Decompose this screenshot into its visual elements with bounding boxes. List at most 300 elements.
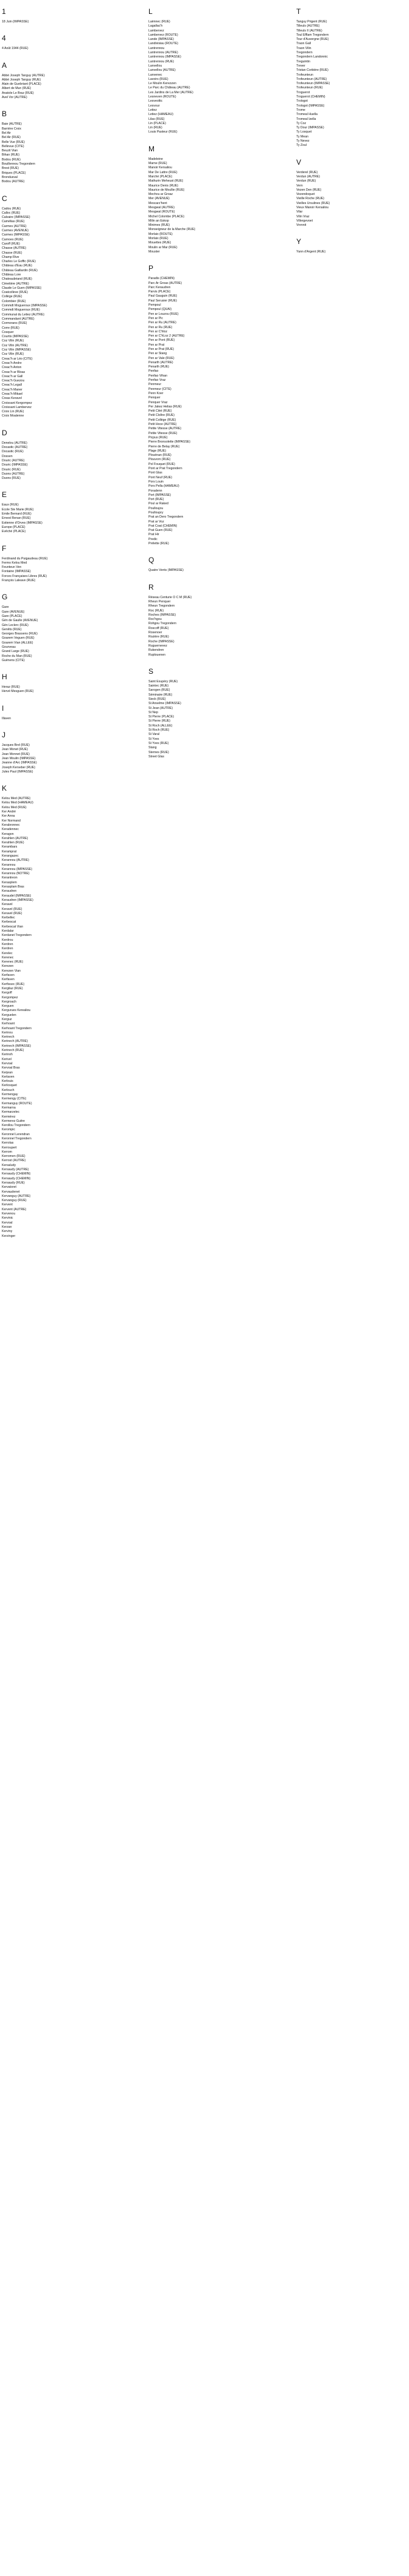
street-name: Ruguernevez	[148, 644, 167, 648]
street-name: Pont Neuf (RUE)	[148, 475, 172, 479]
street-name: Street Glas	[148, 754, 164, 759]
street-name: Kerbescat	[2, 920, 16, 924]
street-name: Prat an Dero Tregondern	[148, 515, 184, 519]
street-name: Kerivel	[2, 1057, 12, 1061]
street-name: Plouvorn (RUE)	[148, 458, 171, 462]
street-name: Poulloujou	[148, 506, 164, 510]
street-name: St Yves	[148, 737, 159, 741]
street-name: Emile Bernard (RUE)	[2, 512, 32, 516]
street-name: Kelou Med (HAMEAU)	[2, 801, 33, 805]
street-name: Kervoal Bras	[2, 1066, 20, 1070]
letter-heading: I	[2, 703, 4, 713]
street-name: Lavoirs (RUE)	[148, 77, 168, 81]
street-name: Kermérez	[2, 1115, 16, 1119]
letter-heading: A	[2, 61, 7, 70]
street-name: Pempoul (QUAI)	[148, 308, 172, 312]
street-name: Plage (RUE)	[148, 449, 167, 453]
letter-group	[296, 237, 407, 254]
street-name: Prat Coat (CHEMIN)	[148, 524, 178, 528]
street-name: St Nep	[148, 710, 158, 714]
street-list	[148, 157, 283, 255]
street-name: Kerannou (AUTRE)	[2, 858, 29, 863]
letter-heading: L	[148, 7, 153, 16]
street-name: Docastic (RUE)	[2, 450, 24, 454]
street-name: Kerviny	[2, 1230, 13, 1234]
street-name: Lambervez (ROUTE)	[148, 33, 178, 37]
street-name: Bel Air	[2, 131, 11, 135]
street-name: Cadou (RUE)	[2, 206, 21, 211]
street-name: Kerinech (AUTRE)	[2, 1039, 28, 1044]
street-name: Yann d'Argent (RUE)	[296, 250, 326, 254]
street-name: Carmes (AVENUE)	[2, 229, 29, 233]
street-name: Prat Guen (RUE)	[148, 529, 173, 533]
street-name: Trofeunteun (RUE)	[296, 86, 323, 90]
letter-heading: P	[148, 264, 154, 273]
street-name: Mouster	[148, 249, 160, 254]
street-name: Kerambars	[2, 845, 18, 849]
street-name: Prat ar Voz	[148, 519, 164, 524]
street-name: Le Parc du Château (AUTRE)	[148, 86, 190, 90]
street-name: Chateaubriand (RUE)	[2, 277, 32, 282]
street-name: Treguintin	[296, 59, 310, 64]
street-list	[2, 717, 136, 721]
street-name: Hervé Mesguen (RUE)	[2, 690, 34, 694]
street-name: Ty Mean	[296, 134, 308, 139]
street-name: Penmeur	[148, 383, 162, 387]
street-name: Bodou (RUE)	[2, 157, 21, 162]
street-list	[2, 743, 136, 774]
letter-heading: 4	[2, 34, 6, 43]
street-name: Mathurin Meheust (RUE)	[148, 179, 184, 183]
street-name: Kervatoret	[2, 1185, 16, 1190]
street-name: Roscoff (RUE)	[148, 626, 169, 630]
street-name: Creac'h ar Léo (CITE)	[2, 357, 33, 361]
street-name: Poradenn	[148, 489, 162, 493]
street-name: Saintec (RUE)	[148, 684, 169, 688]
street-name: Caroff (RUE)	[2, 242, 20, 246]
street-name: Corre (RUE)	[2, 326, 19, 330]
street-name: Heraz (RUE)	[2, 685, 20, 690]
street-name: Tromeal Huella	[296, 113, 318, 117]
street-name: Kerdrou	[2, 938, 13, 942]
street-name: Pors Louin	[148, 479, 164, 484]
street-name: Pont ar Prat Tregondern	[148, 467, 182, 471]
street-name: Mescarz'hent	[148, 201, 167, 205]
street-name: Monseigneur de la Marche (RUE)	[148, 228, 196, 232]
letter-heading: Y	[296, 237, 302, 246]
street-name: Verderel (RUE)	[296, 170, 318, 174]
street-name: Petite Vitesse (AUTRE)	[148, 427, 182, 431]
street-list	[2, 20, 136, 24]
street-name: Kerjean	[2, 1070, 13, 1075]
letter-heading: C	[2, 194, 7, 203]
street-list	[2, 74, 136, 100]
street-name: Michel Colombe (PLACE)	[148, 214, 185, 219]
street-name: Kerasplam Bras	[2, 885, 24, 889]
letter-group	[296, 7, 407, 148]
street-name: Sternes (RUE)	[148, 750, 169, 754]
street-name: Croissant Kergompez	[2, 401, 32, 405]
street-name: Saint Exupéry (RUE)	[148, 679, 178, 684]
street-name: Pors Pella (HAMEAU)	[148, 484, 179, 489]
street-name: Kerenec	[2, 955, 14, 960]
street-name: Cimetière (AUTRE)	[2, 282, 29, 286]
street-name: Keronnel Tregondern	[2, 1137, 32, 1141]
street-name: Pempoul	[148, 303, 161, 308]
street-name: Keraudel (IMPASSE)	[2, 894, 32, 898]
street-name: Bouillennou Tregondern	[2, 162, 36, 166]
street-name: Kervoal	[2, 1061, 13, 1066]
street-name: Kerdanet Tregondern	[2, 934, 32, 938]
street-name: Jules Paul (IMPASSE)	[2, 769, 33, 774]
street-name: Le Moulin Kerezzen	[148, 82, 176, 86]
street-name: Carmes (AUTRE)	[2, 224, 27, 228]
street-name: Pen ar Ru (AUTRE)	[148, 321, 176, 325]
street-name: Lambervez	[148, 28, 164, 33]
street-name: Guénens (CITE)	[2, 658, 25, 662]
street-name: Kelou Med (RUE)	[2, 805, 27, 809]
street-name: Kerenec (RUE)	[2, 960, 24, 964]
street-name: Creac'h Guezou	[2, 379, 25, 383]
street-name: Ty Dour (IMPASSE)	[296, 126, 324, 130]
street-name: Petit Collège (RUE)	[148, 418, 176, 422]
letter-heading: B	[2, 110, 7, 119]
street-name: Marne (RUE)	[148, 162, 167, 166]
street-list	[148, 680, 283, 759]
street-name: Brest (RUE)	[2, 166, 19, 171]
street-name: Tanguy Prigent (RUE)	[296, 20, 327, 24]
street-name: Kervoal	[2, 1220, 13, 1225]
street-name: Kersaludy	[2, 1163, 16, 1167]
street-name: Briques (PLACE)	[2, 171, 26, 175]
street-name: Lin (PLACE)	[148, 121, 166, 125]
street-name: St Roch (ALLEE)	[148, 723, 173, 728]
street-name: Keravel (RUE)	[2, 911, 22, 915]
street-name: Poul ar Raked	[148, 502, 168, 506]
street-name: Coz Vilin (AUTRE)	[2, 343, 28, 348]
street-name: Roche du Man (RUE)	[2, 654, 32, 658]
street-name: Trofeunteun (IMPASSE)	[296, 82, 330, 86]
street-name: Collège (RUE)	[2, 295, 22, 299]
street-name: Lesveoltic	[148, 99, 163, 104]
street-name: Lanvellou (AUTRE)	[148, 68, 176, 73]
street-name: Lesvour	[148, 104, 160, 108]
street-name: Lande (IMPASSE)	[148, 38, 174, 42]
street-name: Beuzit Vian	[2, 149, 18, 153]
street-name: Carnoes (RUE)	[2, 237, 24, 242]
street-name: Creas Keravel	[2, 397, 22, 401]
street-name: Rozière (RUE)	[148, 635, 169, 639]
street-name: St Yves (RUE)	[148, 741, 169, 745]
street-name: Château Lore	[2, 272, 21, 277]
street-name: Vezen Den (RUE)	[296, 188, 322, 192]
street-name: Rheun Tregondern	[148, 604, 175, 608]
street-name: Calvaire (IMPASSE)	[2, 216, 30, 220]
street-name: Kerroupert	[2, 1145, 17, 1150]
street-name: Kervent (AUTRE)	[2, 1207, 27, 1211]
street-name: Kerfissec (RUE)	[2, 982, 25, 986]
street-name: Carmes (IMPASSE)	[2, 233, 30, 237]
street-name: Pen ar C'hloz	[148, 329, 167, 334]
street-name: Gourveau	[2, 645, 16, 649]
street-name: Séminaire (RUE)	[148, 693, 173, 697]
street-name: Kervaudenet	[2, 1190, 20, 1194]
street-name: Paul Gauguin (RUE)	[148, 294, 178, 298]
street-name: Traon Gall	[296, 42, 311, 46]
street-name: Anatole Le Braz (RUE)	[2, 91, 34, 95]
street-name: Baie (AUTRE)	[2, 122, 22, 127]
street-name: Kerrom	[2, 1150, 13, 1154]
street-name: Camélias (RUE)	[2, 220, 25, 224]
street-name: Verdun (RUE)	[296, 179, 316, 183]
street-name: Vilin Vraz	[296, 214, 310, 219]
street-name: Ty Zoul	[296, 143, 307, 148]
street-name: Eaux (RUE)	[2, 503, 19, 507]
street-name: Tristan Corbière (RUE)	[296, 68, 328, 73]
street-name: Denelou (AUTRE)	[2, 441, 27, 445]
street-name: Sarogen (RUE)	[148, 688, 170, 693]
street-name: Mechou ar Groaz	[148, 193, 173, 197]
street-name: Kerbellec	[2, 916, 15, 920]
street-name: Rheun Penquer	[148, 599, 171, 604]
street-name: Port (IMPASSE)	[148, 493, 171, 497]
street-name: Petit Cléé (RUE)	[148, 409, 172, 413]
street-name: Maurice Denis (RUE)	[148, 183, 179, 188]
street-name: Ferdinand du Puigaudeau (RUE)	[2, 556, 48, 561]
letter-heading: Q	[148, 556, 155, 565]
street-name: Troguerot (CHEMIN)	[296, 95, 325, 99]
letter-heading: F	[2, 544, 7, 553]
letter-heading: H	[2, 673, 7, 682]
street-name: Kerangazec	[2, 854, 19, 858]
street-name: St Jean (AUTRE)	[148, 706, 173, 710]
street-name: Milin an Eskop	[148, 219, 169, 223]
street-name: Joseph Kerseber (RUE)	[2, 765, 36, 769]
street-name: Marché (PLACE)	[148, 174, 173, 179]
street-name: Ernest Renan (RUE)	[2, 516, 31, 521]
street-name: Sieck (RUE)	[148, 697, 166, 701]
street-name: Port (RUE)	[148, 498, 164, 502]
letter-group	[2, 544, 136, 584]
street-name: Duons (RUE)	[2, 476, 21, 481]
letter-group	[2, 704, 136, 721]
street-name: Landivisiau (ROUTE)	[148, 42, 179, 46]
street-name: Pont Glas	[148, 471, 162, 475]
street-name: Kerlosquet	[2, 1084, 17, 1088]
street-name: Lesneven (ROUTE)	[148, 95, 176, 99]
street-name: Kervanguy (RUE)	[2, 1199, 27, 1203]
letter-heading: 1	[2, 7, 6, 16]
street-name: Quatre Vents (IMPASSE)	[148, 568, 184, 573]
street-name: Kergompez	[2, 995, 18, 1000]
street-name: Keramprat	[2, 849, 17, 854]
street-name: Fontaine (IMPASSE)	[2, 570, 31, 574]
street-name: Tromeal Izella	[296, 117, 316, 121]
street-name: Ty Nevez	[296, 139, 310, 143]
street-name: Kerelec	[2, 951, 13, 955]
street-name: Kergilaz (RUE)	[2, 986, 23, 990]
street-list	[2, 122, 136, 184]
street-name: Pen ar Pont (RUE)	[148, 338, 175, 343]
letter-group	[148, 145, 283, 255]
street-list	[148, 568, 283, 573]
street-name: St Pierre (PLACE)	[148, 715, 175, 719]
street-name: Alain de Guebriant (PLACE)	[2, 82, 41, 87]
street-name: Abbé Joseph Tanguy (RUE)	[2, 77, 41, 82]
street-name: Kerinou	[2, 1030, 13, 1035]
street-list	[2, 685, 136, 694]
street-name: Trologot (IMPASSE)	[296, 104, 325, 108]
street-name: Mesgwal (ROUTE)	[148, 210, 175, 214]
street-name: Kerguen	[2, 1004, 14, 1009]
street-name: Georges Brassens (RUE)	[2, 632, 38, 636]
street-name: Penfao	[148, 369, 159, 374]
letter-group	[2, 7, 136, 24]
street-name: Douric (IMPASSE)	[2, 463, 28, 467]
street-name: Lin (RUE)	[148, 126, 162, 130]
street-list	[2, 441, 136, 481]
street-name: Docastic (AUTRE)	[2, 446, 28, 450]
street-name: Creac'h Mikael	[2, 392, 23, 396]
street-name: Troguerot	[296, 90, 310, 94]
street-name: Lantrennou (IMPASSE)	[148, 55, 181, 59]
street-name: Kerdalar	[2, 929, 14, 934]
letter-group	[148, 667, 283, 759]
street-name: Creac'h Maner	[2, 387, 22, 392]
street-name: Kerguelen	[2, 1013, 16, 1017]
street-name: Kermanguy (ROUTE)	[2, 1101, 32, 1105]
street-name: Kermerez Guitre	[2, 1119, 25, 1123]
street-name: Coz Vilin (RUE)	[2, 352, 24, 357]
street-name: Kerlouch	[2, 1088, 15, 1092]
letter-group	[2, 673, 136, 694]
street-name: Lantrennou (RUE)	[148, 59, 175, 64]
letter-group	[2, 61, 136, 100]
street-name: Kerezen	[2, 964, 14, 969]
street-name: Penmeur (CITE)	[148, 387, 171, 391]
street-name: Lagallac'h	[148, 24, 163, 28]
street-list	[148, 596, 283, 657]
street-name: Belle Vue (RUE)	[2, 140, 25, 144]
street-name: Tour d'Auvergne (RUE)	[296, 38, 329, 42]
street-name: Creac'h Andre	[2, 361, 22, 365]
street-name: Kerasplem	[2, 880, 17, 884]
street-name: Penquer Vraz	[148, 400, 168, 404]
street-name: Keravel	[2, 903, 13, 907]
street-name: Penquer	[148, 396, 161, 400]
street-name: Kerzan	[2, 1225, 12, 1229]
street-name: Bihan (RUE)	[2, 153, 20, 157]
street-name: Rukendren	[148, 648, 164, 653]
street-name: Parc Ar Groas (AUTRE)	[148, 281, 182, 285]
street-name: Kerromen (RUE)	[2, 1155, 25, 1159]
street-name: Morlaix (ROUTE)	[148, 232, 173, 236]
street-name: Kerlouis	[2, 1079, 13, 1084]
street-name: Kerlaven	[2, 1075, 15, 1079]
street-name: Creac'h Anton	[2, 366, 22, 370]
street-name: Tregondern Landonnic	[296, 55, 328, 59]
street-name: Pen ar C'hLoz 2 (AUTRE)	[148, 334, 185, 338]
street-name: Vieux Manoir Kersaliou	[296, 205, 329, 209]
street-name: Kelou Med (AUTRE)	[2, 797, 31, 801]
street-name: Vrennit	[296, 223, 307, 228]
street-name: Poulloupry	[148, 510, 164, 515]
street-name: Cormorans (RUE)	[2, 321, 27, 326]
street-name: Lantrennou (AUTRE)	[148, 51, 178, 55]
street-name: Calloc (RUE)	[2, 211, 21, 215]
street-name: Keraudren	[2, 889, 17, 894]
street-name: Gén Leclerc (RUE)	[2, 623, 28, 627]
street-name: Jean Moulin (IMPASSE)	[2, 756, 36, 760]
street-name: Verdun (AUTRE)	[296, 174, 320, 179]
letter-heading: V	[296, 157, 302, 166]
street-name: Gare (PLACE)	[2, 614, 22, 618]
street-name: Communal du Letiez (AUTRE)	[2, 312, 45, 317]
street-name: Stang	[148, 746, 157, 750]
street-name: Paul Serusier (RUE)	[148, 298, 177, 303]
street-name: Lanvenec	[148, 73, 162, 77]
street-name: Kerrolas	[2, 1141, 14, 1145]
street-name: Coatcolleve (RUE)	[2, 291, 28, 295]
letter-group	[2, 34, 136, 51]
street-name: Parc Keraudren	[148, 285, 171, 289]
street-name: Bodou (AUTRE)	[2, 180, 25, 184]
street-name: Kerollou Tregondern	[2, 1124, 31, 1128]
street-name: Kerdren	[2, 942, 13, 946]
street-list	[148, 20, 283, 135]
letter-heading: E	[2, 490, 7, 499]
street-name: Barrière Croix	[2, 127, 21, 131]
street-name: Tilleuls (AUTRE)	[296, 24, 320, 28]
letter-heading: K	[2, 784, 7, 793]
street-name: Pen ar Louzou (RUE)	[148, 312, 179, 316]
street-name: Kerdren	[2, 947, 13, 951]
street-name: Roches (IMPASSE)	[148, 613, 176, 617]
street-name: Traon Vilin	[296, 46, 311, 50]
letter-group	[2, 194, 136, 419]
street-name: Kerantreon	[2, 876, 18, 880]
street-name: Kerfaven	[2, 973, 15, 978]
street-name: Parvis (PLACE)	[148, 290, 171, 294]
street-name: Creac'h Legall	[2, 383, 22, 387]
street-name: Abbé Joseph Tanguy (AUTRE)	[2, 73, 45, 77]
street-name: Kermengay	[2, 1093, 18, 1097]
street-name: Roc (RUE)	[148, 608, 164, 613]
street-name: Kerfaven	[2, 978, 15, 982]
street-name: St Roch (RUE)	[148, 728, 170, 733]
street-name: 18 Juin (IMPASSE)	[2, 20, 29, 24]
street-name: Genêts (RUE)	[2, 627, 22, 631]
street-name: Commdt Mogueroux (IMPASSE)	[2, 304, 47, 308]
street-name: Croix Lin (RUE)	[2, 410, 24, 414]
street-name: Tilleuls II (AUTRE)	[296, 28, 322, 33]
street-name: Les Jardins de La Mer (AUTRE)	[148, 90, 193, 94]
street-name: Kerzinger	[2, 1234, 16, 1238]
street-name: Courtis (IMPASSE)	[2, 335, 29, 339]
street-name: Rosenoer	[148, 631, 162, 635]
street-name: Petite Vitesse (RUE)	[148, 431, 178, 435]
street-name: Kerannou	[2, 863, 16, 867]
letter-group	[2, 784, 136, 1239]
street-name: Jeanne d'Arc (IMPASSE)	[2, 761, 37, 765]
street-name: Letiez	[148, 108, 157, 112]
street-name: Penarth (RUE)	[148, 365, 170, 369]
street-name: Pierre de Belay (RUE)	[148, 444, 180, 449]
street-name: Kerrost (AUTRE)	[2, 1159, 26, 1163]
street-name: Prat Hir	[148, 533, 159, 537]
street-name: Estienne d'Orves (IMPASSE)	[2, 521, 42, 525]
street-name: Petit Cloître (RUE)	[148, 413, 175, 418]
